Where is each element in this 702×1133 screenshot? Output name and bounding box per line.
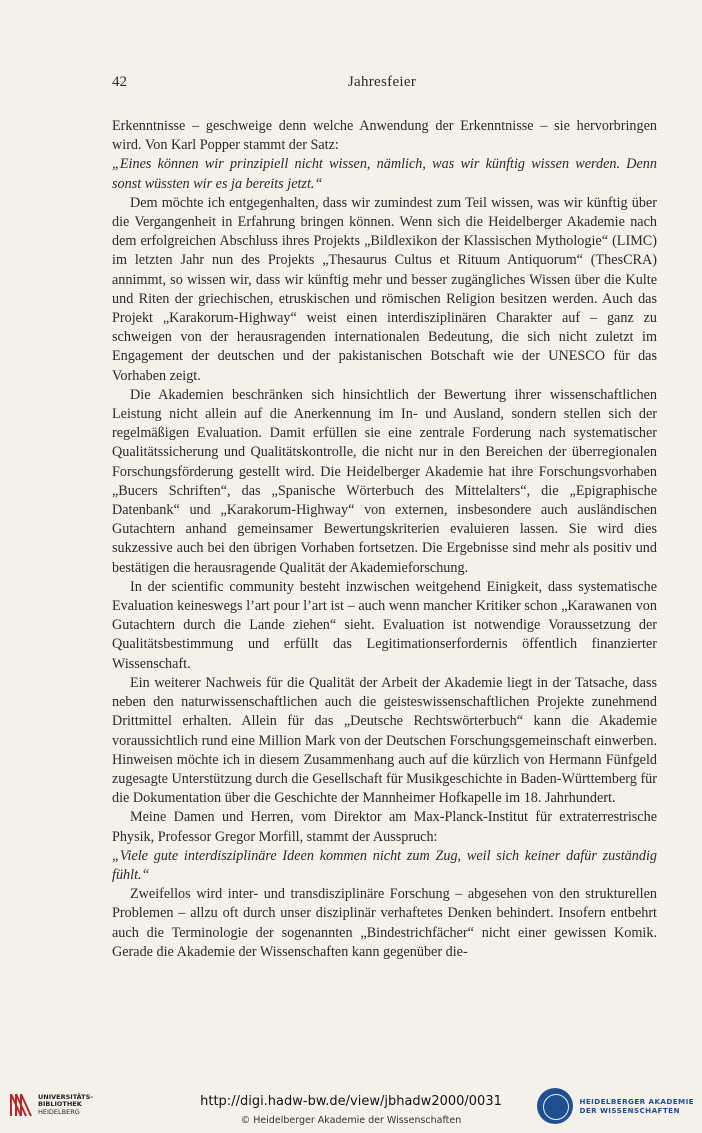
academy-seal-icon [537,1088,573,1124]
ub-line-2: BIBLIOTHEK [38,1100,82,1109]
running-title: Jahresfeier [347,74,417,90]
copyright-text: © Heidelberger Akademie der Wissenschaften [240,1115,462,1126]
paragraph: Ein weiterer Nachweis für die Qualität der Arbeit der Akademie liegt in der Tatsache, dass neben den naturwissenschaftlichen auch die geisteswissenschaftlichen Projekte zunehmend Drittmittel erhalten. Allein für das „Deutsche Rechtswörterbuch“ kann die Akademie voraussichtlich rund eine Million Mark von der Deutschen Forschungsgemeinschaft einwerben. Hinweisen möchte ich in diesem Zusammenhang auch auf die kürzlich von Hermann Fünfgeld zugesagte Unterstützung durch die Gesellschaft für Musikgeschichte in Baden-Württemberg für die Dokumentation über die Geschichte der Mannheimer Hofkapelle im 18. Jahrhundert. [112,674,657,807]
ub-line-1: UNIVERSITÄTS- [38,1092,93,1101]
paragraph: Zweifellos wird inter- und transdisziplinäre Forschung – abgesehen von den strukturellen Problemen – allzu oft durch unser disziplinär verhaftetes Denken behindert. Insofern entbehrt auch die Terminologie der sogenannten „Bindestrichfächer“ nicht einer gewissen Komik. Gerade die Akademie der Wissenschaften kann gegenüber die- [112,886,657,960]
quote-morfill: „Viele gute interdisziplinäre Ideen kommen nicht zum Zug, weil sich keiner dafür zuständig fühlt.“ [112,847,657,883]
academy-line-2: DER WISSENSCHAFTEN [579,1106,680,1115]
ub-line-3: HEIDELBERG [38,1107,80,1116]
footer [0,1082,702,1133]
source-url-link[interactable]: http://digi.hadw-bw.de/view/jbhadw2000/0031 [200,1094,502,1109]
academy-line-1: HEIDELBERGER AKADEMIE [579,1097,694,1106]
paragraph: Meine Damen und Herren, vom Direktor am Max-Planck-Institut für extraterrestrische Physik, Professor Gregor Morfill, stammt der Ausspruch: [112,809,657,845]
academy-logo[interactable] [537,1088,694,1124]
quote-popper: „Eines können wir prinzipiell nicht wissen, nämlich, was wir künftig wissen werden. Denn sonst wüssten wir es ja bereits jetzt.“ [112,156,657,192]
academy-logo-text [579,1097,694,1115]
page-header [112,74,652,94]
page-number: 42 [112,74,127,90]
body-text [112,117,657,962]
paragraph: Die Akademien beschränken sich hinsichtlich der Bewertung ihrer wissenschaftlichen Leistung nicht allein auf die Anerkennung im In- und Ausland, sondern stellen sich der regelmäßigen Evaluation. Damit erfüllen sie eine zentrale Forderung nach systematischer Qualitätssicherung und Qualitätskontrolle, die nicht nur in den Bereichen der überregionalen Forschungsförderung gestellt wird. Die Heidelberger Akademie hat ihre Forschungsvorhaben „Bucers Schriften“, das „Spanische Wörterbuch des Mittelalters“, die „Epigraphische Datenbank“ und „Karakorum-Highway“ von externen, insbesondere auch ausländischen Gutachtern anhand gemeinsamer Bewertungskriterien evaluieren lassen. Sie wird dies sukzessive auch bei den übrigen Vorhaben fortsetzen. Die Ergebnisse sind mehr als positiv und bestätigen die herausragende Qualität der Akademieforschung. [112,386,657,576]
paragraph: Dem möchte ich entgegenhalten, dass wir zumindest zum Teil wissen, was wir künftig über die Vergangenheit in Erfahrung bringen können. Wenn sich die Heidelberger Akademie nach dem erfolgreichen Abschluss ihres Projekts „Bildlexikon der Klassischen Mythologie“ (LIMC) im letzten Jahr nun des Projekts „Thesaurus Cultus et Rituum Antiquorum“ (ThesCRA) annimmt, so wissen wir, dass wir künftig mehr und besser zugängliches Wissen über die Kulte und Riten der griechischen, etruskischen und römischen Religion besitzen werden. Auch das Projekt „Karakorum-Highway“ weist einen interdisziplinären Charakter auf – ganz zu schweigen von der herausragenden internationalen Bedeutung, die sich nicht zuletzt im Engagement der deutschen und der pakistanischen Botschaft wie der UNESCO für das Vorhaben zeigt. [112,194,657,384]
paragraph: In der scientific community besteht inzwischen weitgehend Einigkeit, dass systematische Evaluation keineswegs l’art pour l’art ist – auch wenn mancher Kritiker schon „Karawanen von Gutachtern durch die Lande ziehen“ sieht. Evaluation ist notwendige Voraussetzung der Qualitätsbestimmung und erfüllt das Legitimationserfordernis öffentlich finanzierter Wissenschaft. [112,578,657,672]
paragraph: Erkenntnisse – geschweige denn welche Anwendung der Erkenntnisse – sie hervorbringen wird. Von Karl Popper stammt der Satz: [112,118,657,154]
